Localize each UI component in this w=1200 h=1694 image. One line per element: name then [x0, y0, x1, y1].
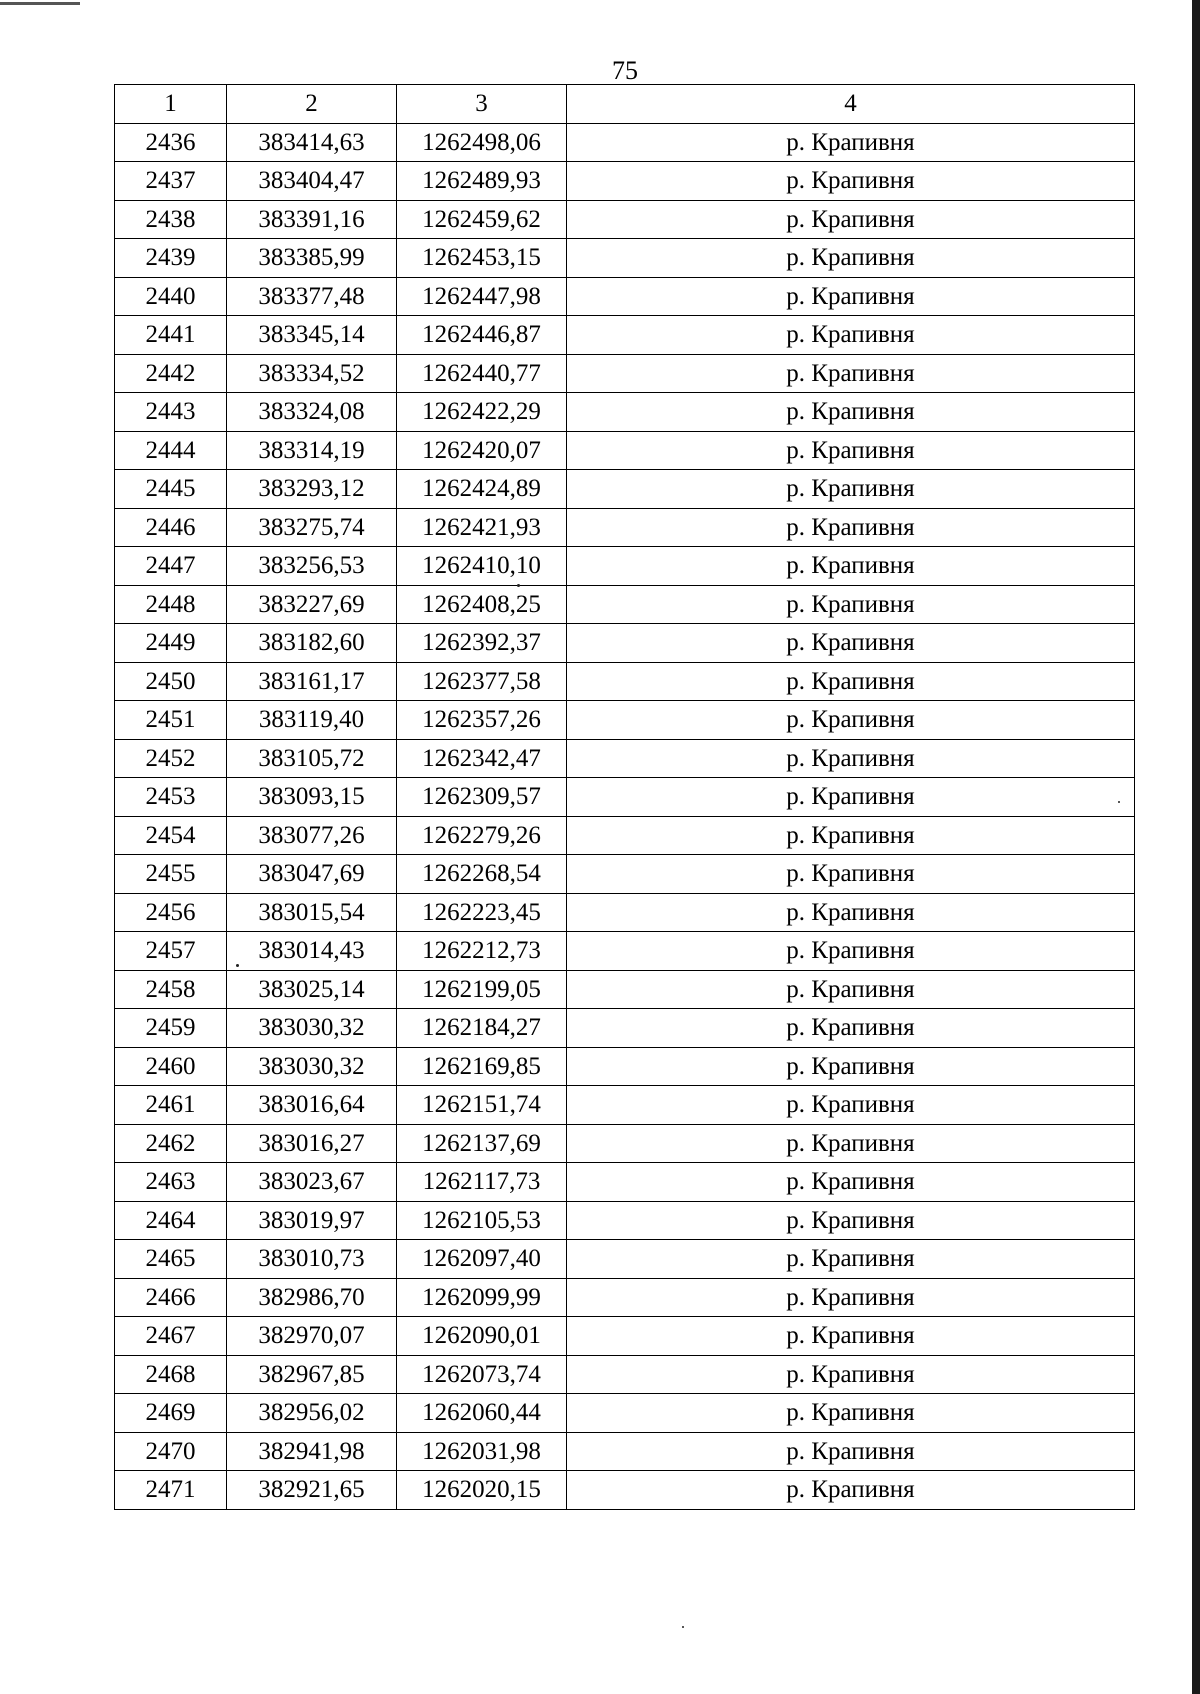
cell-point-number: 2454 [115, 816, 227, 855]
cell-point-number: 2436 [115, 123, 227, 162]
cell-point-number: 2447 [115, 547, 227, 586]
table-row [115, 855, 1135, 894]
cell-y-coordinate: 1262377,58 [397, 662, 567, 701]
cell-description: р. Крапивня [567, 624, 1135, 663]
column-header-point-number: 1 [115, 85, 227, 124]
cell-point-number: 2469 [115, 1394, 227, 1433]
cell-description: р. Крапивня [567, 200, 1135, 239]
cell-point-number: 2452 [115, 739, 227, 778]
cell-x-coordinate: 383182,60 [227, 624, 397, 663]
table-row [115, 1355, 1135, 1394]
scan-speck [517, 584, 520, 587]
cell-point-number: 2439 [115, 239, 227, 278]
cell-x-coordinate: 383275,74 [227, 508, 397, 547]
table-row [115, 1086, 1135, 1125]
cell-description: р. Крапивня [567, 354, 1135, 393]
cell-description: р. Крапивня [567, 1317, 1135, 1356]
cell-point-number: 2438 [115, 200, 227, 239]
cell-description: р. Крапивня [567, 1278, 1135, 1317]
table-row [115, 701, 1135, 740]
cell-y-coordinate: 1262440,77 [397, 354, 567, 393]
table-row [115, 508, 1135, 547]
table-row [115, 624, 1135, 663]
cell-x-coordinate: 383019,97 [227, 1201, 397, 1240]
cell-x-coordinate: 382941,98 [227, 1432, 397, 1471]
cell-y-coordinate: 1262279,26 [397, 816, 567, 855]
table-row [115, 1201, 1135, 1240]
cell-y-coordinate: 1262099,99 [397, 1278, 567, 1317]
cell-x-coordinate: 383015,54 [227, 893, 397, 932]
cell-description: р. Крапивня [567, 1201, 1135, 1240]
cell-x-coordinate: 382956,02 [227, 1394, 397, 1433]
cell-y-coordinate: 1262169,85 [397, 1047, 567, 1086]
cell-point-number: 2458 [115, 970, 227, 1009]
cell-description: р. Крапивня [567, 1047, 1135, 1086]
scan-speck [1118, 801, 1120, 803]
cell-description: р. Крапивня [567, 1086, 1135, 1125]
cell-point-number: 2437 [115, 162, 227, 201]
cell-description: р. Крапивня [567, 431, 1135, 470]
table-row [115, 239, 1135, 278]
cell-y-coordinate: 1262420,07 [397, 431, 567, 470]
scan-speck [236, 964, 239, 967]
column-header-x: 2 [227, 85, 397, 124]
cell-point-number: 2453 [115, 778, 227, 817]
table-row [115, 1009, 1135, 1048]
cell-point-number: 2448 [115, 585, 227, 624]
cell-x-coordinate: 383105,72 [227, 739, 397, 778]
cell-x-coordinate: 383025,14 [227, 970, 397, 1009]
cell-x-coordinate: 383161,17 [227, 662, 397, 701]
cell-description: р. Крапивня [567, 547, 1135, 586]
table-row [115, 162, 1135, 201]
cell-point-number: 2465 [115, 1240, 227, 1279]
cell-description: р. Крапивня [567, 316, 1135, 355]
cell-description: р. Крапивня [567, 662, 1135, 701]
cell-x-coordinate: 383119,40 [227, 701, 397, 740]
cell-y-coordinate: 1262117,73 [397, 1163, 567, 1202]
cell-x-coordinate: 383014,43 [227, 932, 397, 971]
cell-point-number: 2449 [115, 624, 227, 663]
cell-x-coordinate: 383324,08 [227, 393, 397, 432]
cell-description: р. Крапивня [567, 239, 1135, 278]
column-header-y: 3 [397, 85, 567, 124]
cell-y-coordinate: 1262184,27 [397, 1009, 567, 1048]
cell-x-coordinate: 382986,70 [227, 1278, 397, 1317]
cell-y-coordinate: 1262489,93 [397, 162, 567, 201]
scan-speck [682, 1626, 684, 1628]
table-row [115, 200, 1135, 239]
table-row [115, 1317, 1135, 1356]
table-row [115, 1047, 1135, 1086]
cell-point-number: 2470 [115, 1432, 227, 1471]
cell-y-coordinate: 1262357,26 [397, 701, 567, 740]
table-row [115, 316, 1135, 355]
table-row [115, 277, 1135, 316]
scan-edge-shadow [1192, 0, 1200, 1694]
cell-x-coordinate: 383016,64 [227, 1086, 397, 1125]
cell-point-number: 2463 [115, 1163, 227, 1202]
cell-description: р. Крапивня [567, 1240, 1135, 1279]
cell-x-coordinate: 383314,19 [227, 431, 397, 470]
cell-point-number: 2467 [115, 1317, 227, 1356]
cell-x-coordinate: 383377,48 [227, 277, 397, 316]
table-row [115, 1124, 1135, 1163]
cell-y-coordinate: 1262309,57 [397, 778, 567, 817]
cell-description: р. Крапивня [567, 1394, 1135, 1433]
cell-x-coordinate: 383077,26 [227, 816, 397, 855]
table-row [115, 970, 1135, 1009]
cell-y-coordinate: 1262446,87 [397, 316, 567, 355]
cell-description: р. Крапивня [567, 701, 1135, 740]
cell-description: р. Крапивня [567, 1355, 1135, 1394]
cell-x-coordinate: 383334,52 [227, 354, 397, 393]
table-row [115, 547, 1135, 586]
cell-y-coordinate: 1262392,37 [397, 624, 567, 663]
cell-y-coordinate: 1262060,44 [397, 1394, 567, 1433]
table-row [115, 1471, 1135, 1510]
cell-point-number: 2459 [115, 1009, 227, 1048]
table-row [115, 470, 1135, 509]
cell-y-coordinate: 1262453,15 [397, 239, 567, 278]
cell-description: р. Крапивня [567, 1009, 1135, 1048]
table-row [115, 1394, 1135, 1433]
cell-description: р. Крапивня [567, 893, 1135, 932]
cell-description: р. Крапивня [567, 816, 1135, 855]
cell-y-coordinate: 1262105,53 [397, 1201, 567, 1240]
table-row [115, 1278, 1135, 1317]
cell-point-number: 2450 [115, 662, 227, 701]
cell-description: р. Крапивня [567, 123, 1135, 162]
cell-description: р. Крапивня [567, 162, 1135, 201]
table-row [115, 354, 1135, 393]
cell-x-coordinate: 383047,69 [227, 855, 397, 894]
cell-y-coordinate: 1262421,93 [397, 508, 567, 547]
cell-point-number: 2456 [115, 893, 227, 932]
cell-x-coordinate: 383093,15 [227, 778, 397, 817]
cell-x-coordinate: 383030,32 [227, 1009, 397, 1048]
cell-y-coordinate: 1262408,25 [397, 585, 567, 624]
cell-y-coordinate: 1262447,98 [397, 277, 567, 316]
cell-point-number: 2464 [115, 1201, 227, 1240]
cell-point-number: 2455 [115, 855, 227, 894]
cell-y-coordinate: 1262097,40 [397, 1240, 567, 1279]
table-row [115, 431, 1135, 470]
cell-description: р. Крапивня [567, 508, 1135, 547]
cell-x-coordinate: 383030,32 [227, 1047, 397, 1086]
cell-x-coordinate: 383345,14 [227, 316, 397, 355]
column-header-description: 4 [567, 85, 1135, 124]
cell-description: р. Крапивня [567, 778, 1135, 817]
cell-point-number: 2440 [115, 277, 227, 316]
cell-y-coordinate: 1262199,05 [397, 970, 567, 1009]
table-header-row [115, 85, 1135, 124]
cell-x-coordinate: 383414,63 [227, 123, 397, 162]
table-row [115, 893, 1135, 932]
cell-description: р. Крапивня [567, 277, 1135, 316]
cell-y-coordinate: 1262073,74 [397, 1355, 567, 1394]
cell-y-coordinate: 1262424,89 [397, 470, 567, 509]
cell-point-number: 2466 [115, 1278, 227, 1317]
cell-x-coordinate: 382967,85 [227, 1355, 397, 1394]
coordinates-table [114, 84, 1135, 1510]
page-number: 75 [612, 56, 638, 85]
cell-point-number: 2445 [115, 470, 227, 509]
cell-x-coordinate: 383016,27 [227, 1124, 397, 1163]
cell-x-coordinate: 382921,65 [227, 1471, 397, 1510]
cell-x-coordinate: 383023,67 [227, 1163, 397, 1202]
cell-description: р. Крапивня [567, 585, 1135, 624]
table-row [115, 816, 1135, 855]
cell-x-coordinate: 383256,53 [227, 547, 397, 586]
table-row [115, 585, 1135, 624]
cell-x-coordinate: 383404,47 [227, 162, 397, 201]
cell-y-coordinate: 1262459,62 [397, 200, 567, 239]
cell-point-number: 2443 [115, 393, 227, 432]
scan-artifact-top [0, 2, 80, 5]
table-row [115, 393, 1135, 432]
cell-point-number: 2441 [115, 316, 227, 355]
cell-description: р. Крапивня [567, 932, 1135, 971]
cell-y-coordinate: 1262031,98 [397, 1432, 567, 1471]
cell-point-number: 2442 [115, 354, 227, 393]
cell-point-number: 2460 [115, 1047, 227, 1086]
cell-description: р. Крапивня [567, 855, 1135, 894]
cell-x-coordinate: 383227,69 [227, 585, 397, 624]
cell-description: р. Крапивня [567, 1471, 1135, 1510]
cell-description: р. Крапивня [567, 970, 1135, 1009]
cell-point-number: 2468 [115, 1355, 227, 1394]
cell-y-coordinate: 1262090,01 [397, 1317, 567, 1356]
cell-point-number: 2462 [115, 1124, 227, 1163]
cell-y-coordinate: 1262268,54 [397, 855, 567, 894]
table-row [115, 123, 1135, 162]
cell-y-coordinate: 1262342,47 [397, 739, 567, 778]
cell-description: р. Крапивня [567, 1163, 1135, 1202]
cell-point-number: 2461 [115, 1086, 227, 1125]
cell-x-coordinate: 382970,07 [227, 1317, 397, 1356]
cell-x-coordinate: 383385,99 [227, 239, 397, 278]
cell-description: р. Крапивня [567, 739, 1135, 778]
table-body [115, 123, 1135, 1509]
table-row [115, 1432, 1135, 1471]
cell-y-coordinate: 1262223,45 [397, 893, 567, 932]
cell-y-coordinate: 1262137,69 [397, 1124, 567, 1163]
cell-x-coordinate: 383391,16 [227, 200, 397, 239]
cell-description: р. Крапивня [567, 1432, 1135, 1471]
cell-point-number: 2471 [115, 1471, 227, 1510]
cell-y-coordinate: 1262151,74 [397, 1086, 567, 1125]
cell-x-coordinate: 383010,73 [227, 1240, 397, 1279]
table-row [115, 662, 1135, 701]
cell-description: р. Крапивня [567, 1124, 1135, 1163]
cell-point-number: 2446 [115, 508, 227, 547]
cell-y-coordinate: 1262422,29 [397, 393, 567, 432]
table-row [115, 932, 1135, 971]
cell-point-number: 2444 [115, 431, 227, 470]
cell-point-number: 2451 [115, 701, 227, 740]
table-row [115, 1240, 1135, 1279]
cell-point-number: 2457 [115, 932, 227, 971]
table-row [115, 739, 1135, 778]
cell-y-coordinate: 1262212,73 [397, 932, 567, 971]
cell-y-coordinate: 1262410,10 [397, 547, 567, 586]
cell-y-coordinate: 1262020,15 [397, 1471, 567, 1510]
cell-x-coordinate: 383293,12 [227, 470, 397, 509]
cell-y-coordinate: 1262498,06 [397, 123, 567, 162]
cell-description: р. Крапивня [567, 470, 1135, 509]
cell-description: р. Крапивня [567, 393, 1135, 432]
table-row [115, 1163, 1135, 1202]
table-row [115, 778, 1135, 817]
